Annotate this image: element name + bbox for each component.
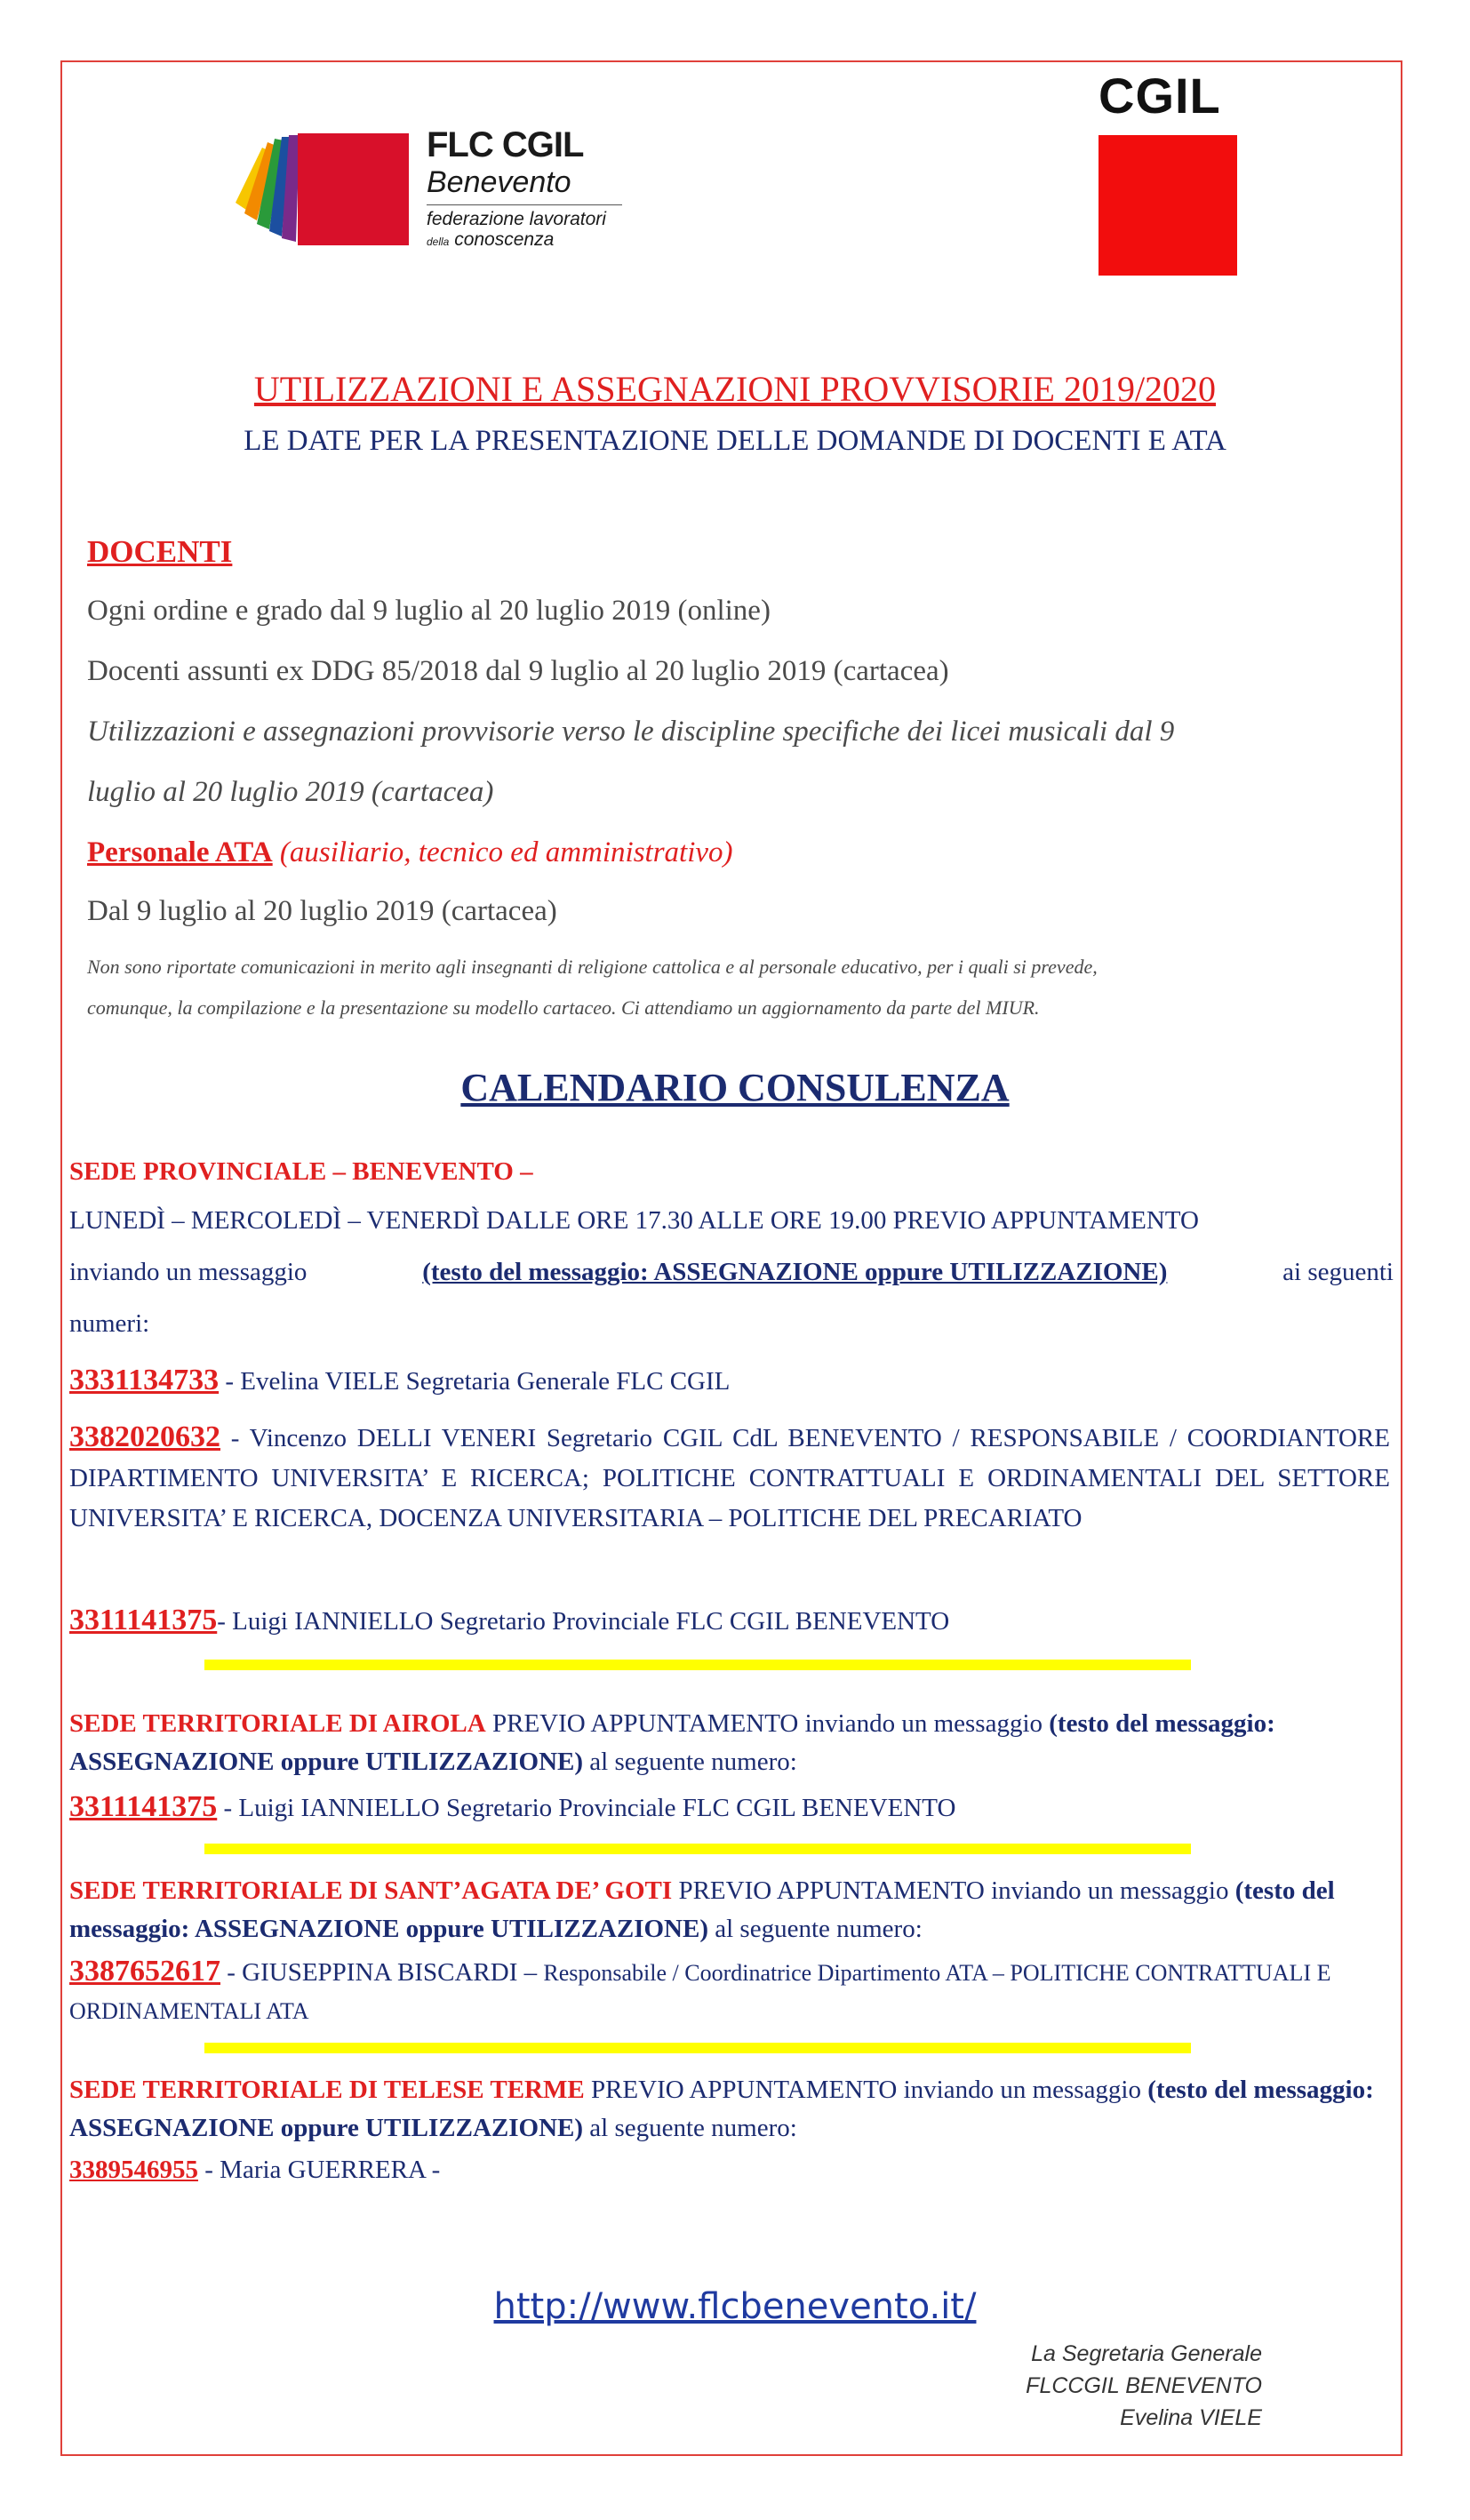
ata-note-b: comunque, la compilazione e la presentazione su modello cartaceo. Ci attendiamo un aggiornamento da parte del MIUR. [87, 996, 1040, 1019]
airola-text1: PREVIO APPUNTAMENTO inviando un messaggio [485, 1709, 1050, 1738]
contact-row [69, 1417, 1390, 1539]
page-subtitle: LE DATE PER LA PRESENTAZIONE DELLE DOMANDE DI DOCENTI E ATA [244, 425, 1226, 457]
calendar-title: CALENDARIO CONSULENZA [460, 1066, 1010, 1109]
yellow-separator [204, 1660, 1191, 1670]
website-link[interactable]: http://www.flcbenevento.it/ [493, 2286, 977, 2327]
santagata-contact [69, 1952, 1349, 2030]
flc-logo-title: FLC CGIL [427, 125, 584, 164]
phone-link[interactable]: 3382020632 [69, 1420, 220, 1453]
docenti-line3a: Utilizzazioni e assegnazioni provvisorie verso le discipline specifiche dei licei musicali dal 9 [87, 716, 1175, 748]
yellow-separator [204, 2043, 1191, 2053]
docenti-line3b: luglio al 20 luglio 2019 (cartacea) [87, 776, 494, 808]
santagata-contact-a: - GIUSEPPINA BISCARDI – [220, 1958, 544, 1987]
docenti-line2: Docenti assunti ex DDG 85/2018 dal 9 luglio al 20 luglio 2019 (cartacea) [87, 655, 949, 687]
ata-line: Dal 9 luglio al 20 luglio 2019 (cartacea) [87, 895, 557, 927]
flc-cgil-logo [227, 124, 627, 258]
santagata-contact-b: Responsabile / Coordinatrice Dipartimento ATA – POLITICHE CONTRATTUALI E ORDINAMENTALI ATA [69, 1960, 1331, 2024]
airola-contact-text: - Luigi IANNIELLO Segretario Provinciale FLC CGIL BENEVENTO [217, 1794, 956, 1822]
yellow-separator [204, 1844, 1191, 1854]
signature-line2: FLCCGIL BENEVENTO [1026, 2373, 1262, 2398]
contact-text: - Evelina VIELE Segretaria Generale FLC CGIL [219, 1367, 731, 1396]
contact-row [69, 1360, 1394, 1402]
flc-logo-sub2: conoscenza [454, 229, 555, 250]
santagata-text2: al seguente numero: [707, 1915, 923, 1943]
phone-link[interactable]: 3389546955 [69, 2156, 198, 2184]
provinciale-heading: SEDE PROVINCIALE – BENEVENTO – [69, 1157, 533, 1186]
provinciale-line2-pre: inviando un messaggio [69, 1258, 308, 1286]
provinciale-line1: LUNEDÌ – MERCOLEDÌ – VENERDÌ DALLE ORE 17.30 ALLE ORE 19.00 PREVIO APPUNTAMENTO [69, 1206, 1199, 1235]
signature [800, 2338, 1262, 2434]
contact-text: - Luigi IANNIELLO Segretario Provinciale FLC CGIL BENEVENTO [217, 1607, 950, 1636]
telese-contact-text: - Maria GUERRERA - [198, 2156, 441, 2184]
airola-contact [69, 1787, 1394, 1828]
flc-logo-sub1: federazione lavoratori [427, 209, 606, 229]
flc-logo-city: Benevento [427, 165, 571, 199]
phone-link[interactable]: 3331134733 [69, 1364, 220, 1396]
telese-contact [69, 2149, 1394, 2190]
phone-link[interactable]: 3387652617 [69, 1955, 220, 1988]
cgil-logo-word: CGIL [1099, 68, 1221, 124]
telese-text1: PREVIO APPUNTAMENTO inviando un messaggio [584, 2076, 1148, 2104]
telese-bold: (testo del messaggio: ASSEGNAZIONE oppure UTILIZZAZIONE) [69, 2076, 1374, 2142]
cgil-red-square [1099, 135, 1237, 276]
provinciale-line2-post: ai seguenti [1282, 1258, 1394, 1286]
provinciale-line2-bold: (testo del messaggio: ASSEGNAZIONE oppure UTILIZZAZIONE) [422, 1258, 1168, 1286]
signature-line1: La Segretaria Generale [1031, 2341, 1262, 2366]
airola-text2: al seguente numero: [583, 1748, 797, 1776]
airola-bold: (testo del messaggio: ASSEGNAZIONE oppure UTILIZZAZIONE) [69, 1709, 1275, 1776]
santagata-heading: SEDE TERRITORIALE DI SANT’AGATA DE’ GOTI [69, 1876, 673, 1905]
santagata-block [69, 1872, 1402, 1948]
airola-block [69, 1705, 1331, 1781]
cgil-logo [1099, 69, 1241, 276]
airola-heading: SEDE TERRITORIALE DI AIROLA [69, 1709, 486, 1738]
signature-line3: Evelina VIELE [1120, 2405, 1262, 2430]
phone-link[interactable]: 3311141375 [69, 1790, 218, 1823]
contact-text: - Vincenzo DELLI VENERI Segretario CGIL CdL BENEVENTO / RESPONSABILE / COORDIANTORE DIPARTIMENTO UNIVERSITA’ E RICERCA; POLITICHE CONTRATTUALI E ORDINAMENTALI DEL SETTORE UNIVERSITA’ E RICERCA, DOCENZA UNIVERSITARIA – POLITICHE DEL PRECARIATO [69, 1424, 1390, 1532]
docenti-line1: Ogni ordine e grado dal 9 luglio al 20 luglio 2019 (online) [87, 595, 771, 627]
page-title: UTILIZZAZIONI E ASSEGNAZIONI PROVVISORIE 2019/2020 [253, 369, 1217, 409]
telese-block [69, 2071, 1402, 2148]
provinciale-line3: numeri: [69, 1309, 150, 1338]
santagata-text1: PREVIO APPUNTAMENTO inviando un messaggio [672, 1876, 1235, 1905]
santagata-bold: (testo del messaggio: ASSEGNAZIONE oppure UTILIZZAZIONE) [69, 1876, 1335, 1943]
contact-row [69, 1600, 1394, 1642]
telese-text2: al seguente numero: [583, 2114, 797, 2142]
flc-logo-mark-icon [227, 124, 418, 249]
ata-heading: Personale ATA [87, 836, 273, 868]
ata-heading-note: (ausiliario, tecnico ed amministrativo) [279, 836, 733, 868]
telese-heading: SEDE TERRITORIALE DI TELESE TERME [69, 2076, 585, 2104]
ata-note-a: Non sono riportate comunicazioni in merito agli insegnanti di religione cattolica e al personale educativo, per i quali si prevede, [87, 956, 1098, 978]
phone-link[interactable]: 3311141375 [69, 1604, 218, 1636]
docenti-heading: DOCENTI [87, 534, 233, 569]
flc-logo-sub2-small: della [427, 236, 450, 248]
